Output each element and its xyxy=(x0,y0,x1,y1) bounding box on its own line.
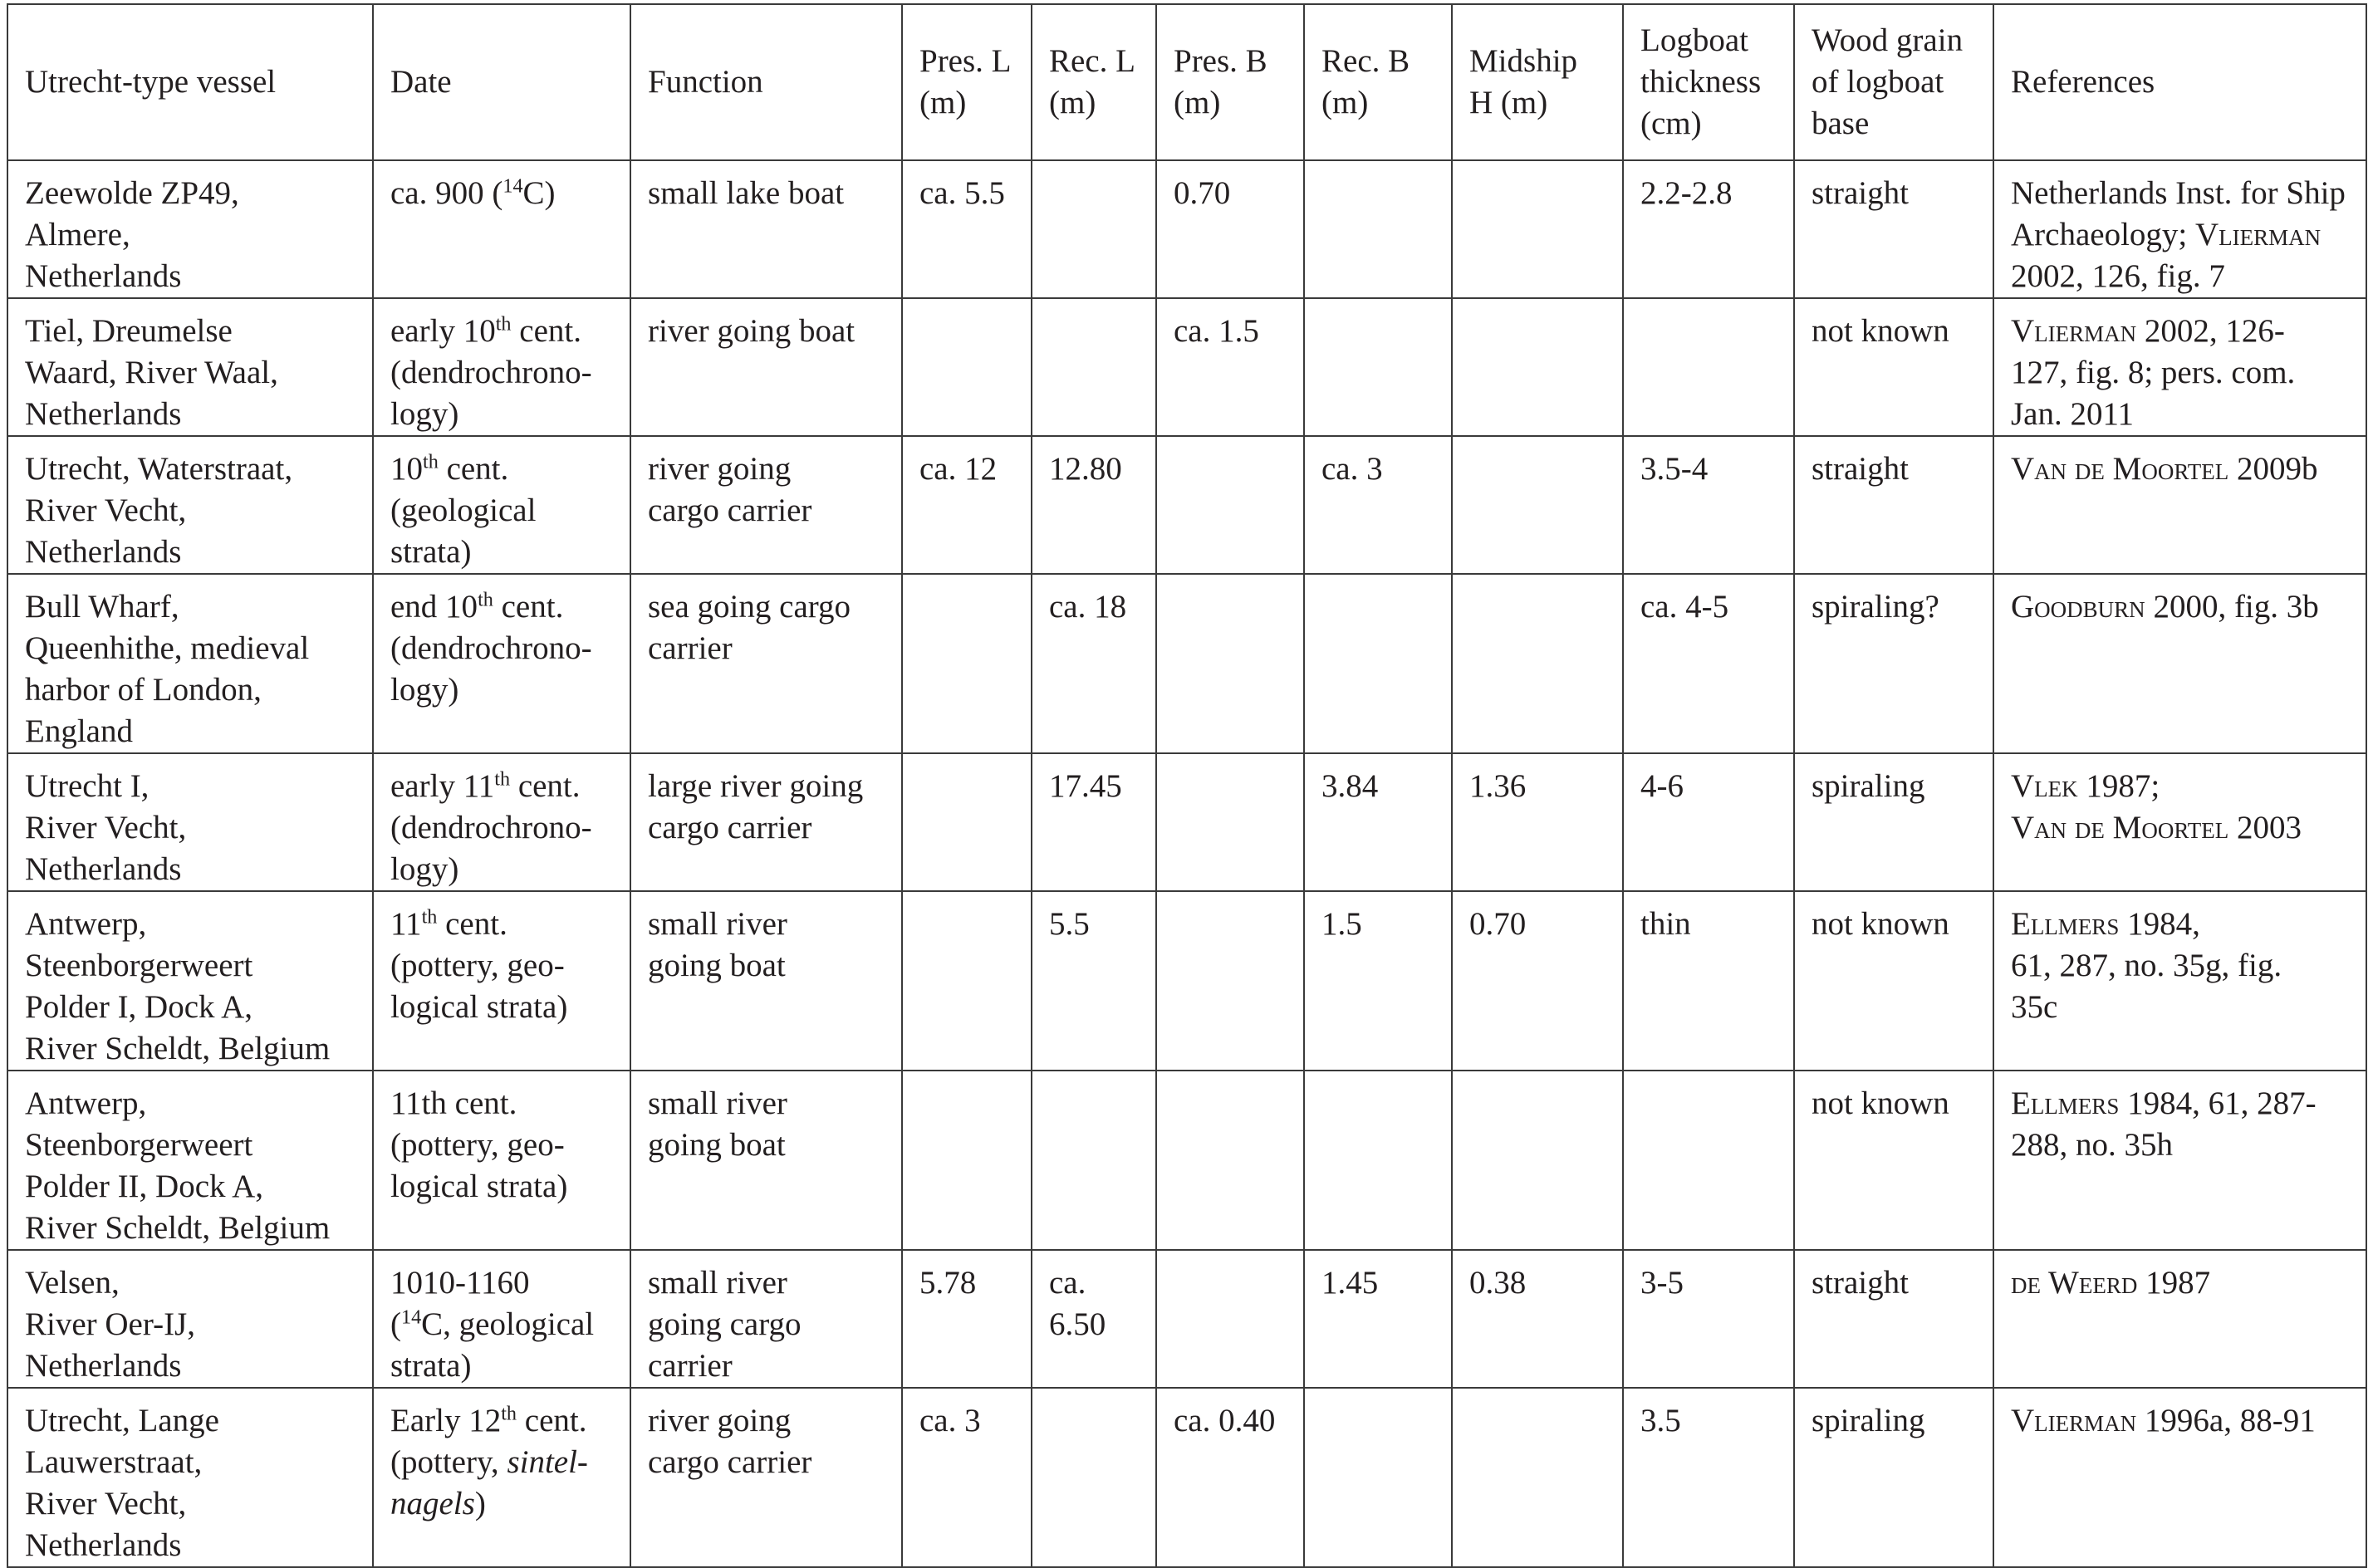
cell-references: Ellmers 1984, 61, 287- 288, no. 35h xyxy=(1993,1071,2366,1250)
cell-rec-b xyxy=(1304,298,1452,436)
cell-wood-grain: straight xyxy=(1794,436,1993,574)
table-row xyxy=(7,891,2366,1071)
header-logboat-thickness: Logboat thickness (cm) xyxy=(1623,4,1794,160)
cell-wood-grain: straight xyxy=(1794,160,1993,298)
cell-function: small lake boat xyxy=(630,160,902,298)
cell-references: de Weerd 1987 xyxy=(1993,1250,2366,1388)
cell-rec-b: ca. 3 xyxy=(1304,436,1452,574)
cell-rec-b: 1.45 xyxy=(1304,1250,1452,1388)
cell-midship-h xyxy=(1452,436,1623,574)
cell-logboat-thickness: 3.5-4 xyxy=(1623,436,1794,574)
cell-midship-h xyxy=(1452,298,1623,436)
cell-date: 1010-1160 ($^{14}$C, geological strata) xyxy=(373,1250,630,1388)
cell-function: river going cargo carrier xyxy=(630,1388,902,1567)
cell-logboat-thickness: 3-5 xyxy=(1623,1250,1794,1388)
cell-date: ca. 900 ($^{14}$C) xyxy=(373,160,630,298)
header-pres-l: Pres. L (m) xyxy=(902,4,1032,160)
header-row xyxy=(7,4,2366,160)
cell-rec-b: 3.84 xyxy=(1304,753,1452,891)
cell-function: small river going boat xyxy=(630,1071,902,1250)
cell-logboat-thickness xyxy=(1623,1071,1794,1250)
header-vessel: Utrecht-type vessel xyxy=(7,4,373,160)
cell-vessel: Tiel, Dreumelse Waard, River Waal, Netherlands xyxy=(7,298,373,436)
cell-function: large river going cargo carrier xyxy=(630,753,902,891)
cell-pres-b xyxy=(1156,574,1304,753)
cell-rec-l: ca. 18 xyxy=(1032,574,1156,753)
cell-date: Early 12th cent. (pottery, sintel- nagels) xyxy=(373,1388,630,1567)
header-midship-h: Midship H (m) xyxy=(1452,4,1623,160)
cell-rec-l: 12.80 xyxy=(1032,436,1156,574)
cell-wood-grain: not known xyxy=(1794,298,1993,436)
cell-references: Ellmers 1984, 61, 287, no. 35g, fig. 35c xyxy=(1993,891,2366,1071)
cell-midship-h xyxy=(1452,160,1623,298)
cell-wood-grain: straight xyxy=(1794,1250,1993,1388)
cell-pres-b: ca. 1.5 xyxy=(1156,298,1304,436)
cell-pres-b: ca. 0.40 xyxy=(1156,1388,1304,1567)
cell-date: 11th cent. (pottery, geo- logical strata) xyxy=(373,891,630,1071)
cell-date: end 10th cent. (dendrochrono- logy) xyxy=(373,574,630,753)
cell-rec-l xyxy=(1032,1071,1156,1250)
cell-date: 10th cent. (geological strata) xyxy=(373,436,630,574)
cell-vessel: Zeewolde ZP49, Almere, Netherlands xyxy=(7,160,373,298)
cell-vessel: Bull Wharf, Queenhithe, medieval harbor of London, England xyxy=(7,574,373,753)
cell-logboat-thickness: thin xyxy=(1623,891,1794,1071)
cell-pres-l xyxy=(902,574,1032,753)
cell-function: river going boat xyxy=(630,298,902,436)
cell-rec-b xyxy=(1304,160,1452,298)
cell-rec-b xyxy=(1304,574,1452,753)
cell-logboat-thickness: 4-6 xyxy=(1623,753,1794,891)
header-references: References xyxy=(1993,4,2366,160)
table-row xyxy=(7,1388,2366,1567)
header-function: Function xyxy=(630,4,902,160)
table-row xyxy=(7,160,2366,298)
cell-function: sea going cargo carrier xyxy=(630,574,902,753)
cell-rec-l: 17.45 xyxy=(1032,753,1156,891)
cell-wood-grain: spiraling xyxy=(1794,753,1993,891)
cell-vessel: Antwerp, Steenborgerweert Polder I, Dock A, River Scheldt, Belgium xyxy=(7,891,373,1071)
cell-references: Vlek 1987; Van de Moortel 2003 xyxy=(1993,753,2366,891)
cell-pres-l xyxy=(902,298,1032,436)
table-row xyxy=(7,574,2366,753)
cell-vessel: Antwerp, Steenborgerweert Polder II, Dock A, River Scheldt, Belgium xyxy=(7,1071,373,1250)
cell-date: early 11th cent. (dendrochrono- logy) xyxy=(373,753,630,891)
cell-pres-l: 5.78 xyxy=(902,1250,1032,1388)
cell-pres-b xyxy=(1156,753,1304,891)
header-rec-l: Rec. L (m) xyxy=(1032,4,1156,160)
cell-vessel: Utrecht I, River Vecht, Netherlands xyxy=(7,753,373,891)
cell-references: Vlierman 2002, 126- 127, fig. 8; pers. com. Jan. 2011 xyxy=(1993,298,2366,436)
cell-references: Netherlands Inst. for Ship Archaeology; Vlierman 2002, 126, fig. 7 xyxy=(1993,160,2366,298)
cell-midship-h xyxy=(1452,1071,1623,1250)
cell-rec-l: 5.5 xyxy=(1032,891,1156,1071)
cell-wood-grain: not known xyxy=(1794,1071,1993,1250)
header-date: Date xyxy=(373,4,630,160)
header-rec-b: Rec. B (m) xyxy=(1304,4,1452,160)
cell-logboat-thickness: 3.5 xyxy=(1623,1388,1794,1567)
cell-midship-h: 1.36 xyxy=(1452,753,1623,891)
cell-rec-l xyxy=(1032,160,1156,298)
cell-pres-l: ca. 5.5 xyxy=(902,160,1032,298)
cell-wood-grain: not known xyxy=(1794,891,1993,1071)
cell-pres-b xyxy=(1156,436,1304,574)
cell-date: 11th cent. (pottery, geo- logical strata) xyxy=(373,1071,630,1250)
table-row xyxy=(7,436,2366,574)
cell-pres-l: ca. 12 xyxy=(902,436,1032,574)
cell-pres-l xyxy=(902,891,1032,1071)
cell-midship-h xyxy=(1452,574,1623,753)
cell-logboat-thickness xyxy=(1623,298,1794,436)
cell-rec-b xyxy=(1304,1071,1452,1250)
cell-function: small river going boat xyxy=(630,891,902,1071)
cell-pres-l: ca. 3 xyxy=(902,1388,1032,1567)
header-wood-grain: Wood grain of logboat base xyxy=(1794,4,1993,160)
cell-rec-l xyxy=(1032,298,1156,436)
cell-midship-h: 0.70 xyxy=(1452,891,1623,1071)
cell-references: Van de Moortel 2009b xyxy=(1993,436,2366,574)
cell-pres-b xyxy=(1156,1250,1304,1388)
cell-vessel: Velsen, River Oer-IJ, Netherlands xyxy=(7,1250,373,1388)
cell-midship-h: 0.38 xyxy=(1452,1250,1623,1388)
cell-pres-b xyxy=(1156,1071,1304,1250)
cell-rec-b xyxy=(1304,1388,1452,1567)
cell-references: Vlierman 1996a, 88-91 xyxy=(1993,1388,2366,1567)
cell-date: early 10th cent. (dendrochrono- logy) xyxy=(373,298,630,436)
cell-function: small river going cargo carrier xyxy=(630,1250,902,1388)
cell-pres-l xyxy=(902,1071,1032,1250)
cell-rec-l xyxy=(1032,1388,1156,1567)
table-row xyxy=(7,753,2366,891)
table-row xyxy=(7,1250,2366,1388)
cell-rec-b: 1.5 xyxy=(1304,891,1452,1071)
vessel-table xyxy=(7,3,2367,1568)
cell-function: river going cargo carrier xyxy=(630,436,902,574)
cell-pres-b xyxy=(1156,891,1304,1071)
cell-pres-l xyxy=(902,753,1032,891)
cell-pres-b: 0.70 xyxy=(1156,160,1304,298)
table-row xyxy=(7,1071,2366,1250)
cell-references: Goodburn 2000, fig. 3b xyxy=(1993,574,2366,753)
cell-vessel: Utrecht, Lange Lauwerstraat, River Vecht, Netherlands xyxy=(7,1388,373,1567)
cell-logboat-thickness: ca. 4-5 xyxy=(1623,574,1794,753)
cell-wood-grain: spiraling xyxy=(1794,1388,1993,1567)
cell-logboat-thickness: 2.2-2.8 xyxy=(1623,160,1794,298)
cell-wood-grain: spiraling? xyxy=(1794,574,1993,753)
cell-rec-l: ca. 6.50 xyxy=(1032,1250,1156,1388)
table-row xyxy=(7,298,2366,436)
header-pres-b: Pres. B (m) xyxy=(1156,4,1304,160)
cell-vessel: Utrecht, Waterstraat, River Vecht, Netherlands xyxy=(7,436,373,574)
cell-midship-h xyxy=(1452,1388,1623,1567)
